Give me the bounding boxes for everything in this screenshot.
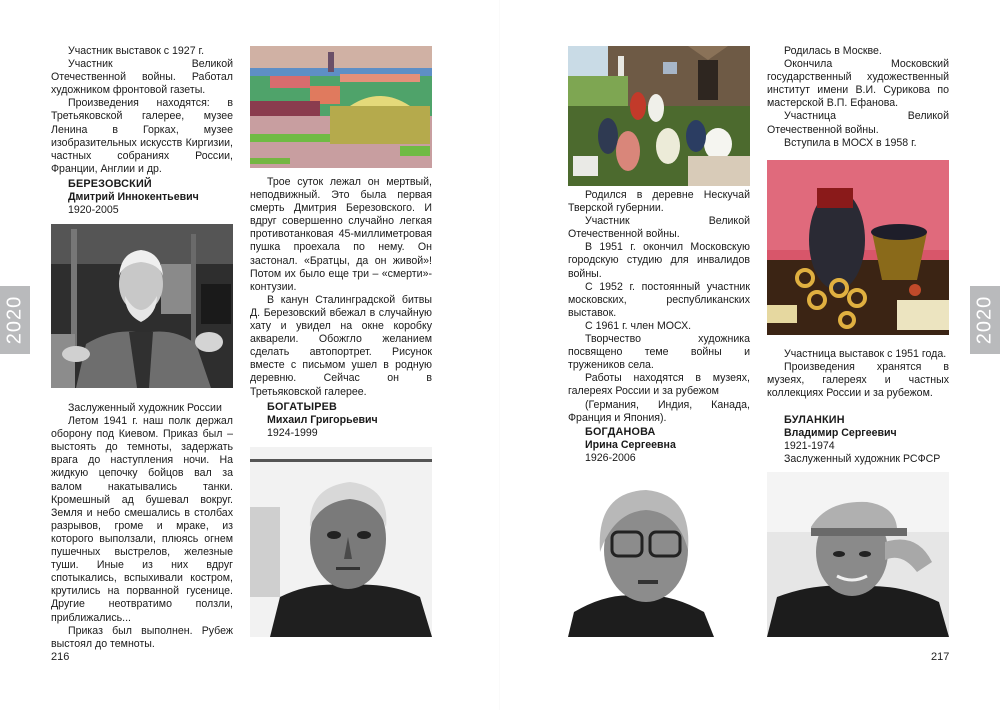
artist-years: 1920-2005 — [68, 204, 119, 216]
painting-city-landscape — [250, 46, 432, 168]
paragraph: С 1961 г. член МОСХ. — [585, 319, 692, 332]
paragraph: Работы находятся в музеях, галереях России и за рубежом — [568, 372, 750, 398]
painting-image — [250, 46, 432, 168]
paragraph: В канун Сталинградской битвы Д. Березовский вбежал в случайную хату и увидел на окне коробку акварели. Обожгло желанием сделать автопортрет. Рисунок вместе с письмом ушел в родную деревню. Сейчас он в Третьяковской галерее. — [250, 293, 432, 398]
paragraph: Окончила Московский государственный художественный институт имени В.И. Сурикова по мастерской В.П. Ефанова. — [767, 58, 949, 110]
right-column-2-bio — [767, 348, 949, 400]
photo-bogdanova — [568, 472, 714, 637]
paragraph: Трое суток лежал он мертвый, неподвижный. Это была первая смерть Дмитрия Березовского. И вдруг совершенно случайно легкая противотанковая 45-миллиметровая пушка проехала по нему. Он застонал. «Братцы, да он живой»! Потом их было еще три – «смерти»-контузии. — [250, 176, 432, 293]
paragraph: Приказ был выполнен. Рубеж выстоял до темноты. — [51, 624, 233, 650]
paragraph: Летом 1941 г. наш полк держал оборону под Киевом. Приказ был – выстоять до темноты, задержать врага до наступления ночи. На жидкую цепочку бойцов вал за валом накатывались танки. Кромешный ад бушевал вокруг. Земля и небо смешались в столбах разрывов, громе и мраке, из которого выползали, плюясь огнем пушечных выстрелов, железные туши. Иные из них вдруг спотыкались, вспыхивали костром, крутились на порванной гусенице. Другие неотвратимо ползли, приближались... — [51, 415, 233, 624]
artist-honorary-title: Заслуженный художник РСФСР — [784, 453, 941, 465]
page-number-left: 216 — [51, 651, 70, 663]
artist-heading-berezovsky — [51, 178, 233, 217]
painting-still-life — [767, 160, 949, 335]
paragraph: Участник выставок с 1927 г. — [68, 45, 205, 57]
paragraph: Произведения находятся: в Третьяковской галерее, музее Ленина в Горках, музее изобразительных искусств Киргизии, частных собраниях России, Франции, Англии и др. — [51, 97, 233, 175]
paragraph: В 1951 г. окончил Московскую городскую студию для инвалидов войны. — [568, 241, 750, 280]
photo-berezovsky — [51, 224, 233, 388]
year-tab-left — [0, 286, 30, 354]
paragraph: С 1952 г. постоянный участник московских, республиканских выставок. — [568, 280, 750, 319]
paragraph: Участница выставок с 1951 года. — [784, 348, 947, 360]
artist-surname: БОГАТЫРЕВ — [267, 401, 338, 413]
artist-years: 1924-1999 — [267, 427, 318, 439]
paragraph: Участник Великой Отечественной войны. — [568, 215, 750, 241]
year-tab-right — [970, 286, 1000, 354]
year-tab-label: 2020 — [973, 295, 996, 345]
artist-surname: БОГДАНОВА — [585, 426, 656, 438]
right-column-2 — [767, 45, 949, 150]
artist-given-name: Владимир Сергеевич — [784, 427, 897, 439]
artist-given-name: Ирина Сергеевна — [585, 439, 676, 451]
paragraph: Произведения хранятся в музеях, галереях и частных коллекциях России и за рубежом. — [767, 361, 949, 400]
portrait-photo-image — [767, 472, 949, 637]
painting-image — [568, 46, 750, 186]
painting-village-gathering — [568, 46, 750, 186]
right-column-1 — [568, 189, 750, 425]
artist-given-name: Дмитрий Иннокентьевич — [68, 191, 199, 203]
artist-surname: БУЛАНКИН — [784, 414, 845, 426]
paragraph: (Германия, Индия, Канада, Франция и Япония). — [568, 398, 750, 424]
left-column-1-story — [51, 402, 233, 651]
artist-surname: БЕРЕЗОВСКИЙ — [68, 178, 152, 190]
paragraph: Родился в деревне Нескучай Тверской губернии. — [568, 189, 750, 215]
portrait-photo-image — [568, 472, 714, 637]
left-column-1 — [51, 45, 233, 176]
painting-image — [767, 160, 949, 335]
year-tab-label: 2020 — [3, 295, 26, 345]
artist-heading-bogatyrev — [250, 401, 432, 440]
photo-bogatyrev — [250, 447, 432, 637]
paragraph: Участник Великой Отечественной войны. Работал художником фронтовой газеты. — [51, 58, 233, 97]
artist-honorary-title: Заслуженный художник России — [68, 402, 222, 414]
artist-heading-bogdanova — [568, 426, 750, 465]
left-column-2 — [250, 176, 432, 399]
portrait-photo-image — [51, 224, 233, 388]
page-number-right: 217 — [931, 651, 950, 663]
artist-years: 1926-2006 — [585, 452, 636, 464]
paragraph: Творчество художника посвящено теме войны и тружеников села. — [568, 333, 750, 372]
artist-heading-bulankin — [767, 414, 949, 466]
photo-bulankin — [767, 472, 949, 637]
paragraph: Вступила в МОСХ в 1958 г. — [784, 136, 917, 149]
artist-given-name: Михаил Григорьевич — [267, 414, 378, 426]
paragraph: Родилась в Москве. — [784, 45, 882, 57]
artist-years: 1921-1974 — [784, 440, 835, 452]
right-page — [500, 0, 1000, 710]
portrait-photo-image — [250, 447, 432, 637]
paragraph: Участница Великой Отечественной войны. — [767, 110, 949, 136]
